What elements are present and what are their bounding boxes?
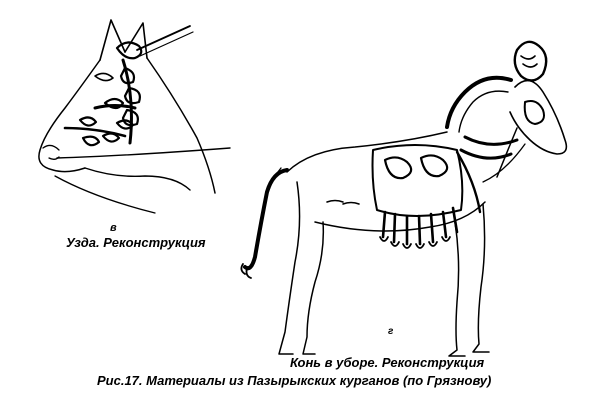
bridle-drawing	[25, 8, 235, 218]
figure-letter-left: в	[110, 222, 117, 234]
horse-drawing	[225, 32, 570, 362]
caption-left: Узда. Реконструкция	[66, 235, 206, 250]
figure-caption: Рис.17. Материалы из Пазырыкских курганов (по Грязнову)	[97, 373, 492, 388]
caption-right: Конь в уборе. Реконструкция	[290, 355, 485, 370]
figure-letter-right: г	[388, 326, 394, 337]
